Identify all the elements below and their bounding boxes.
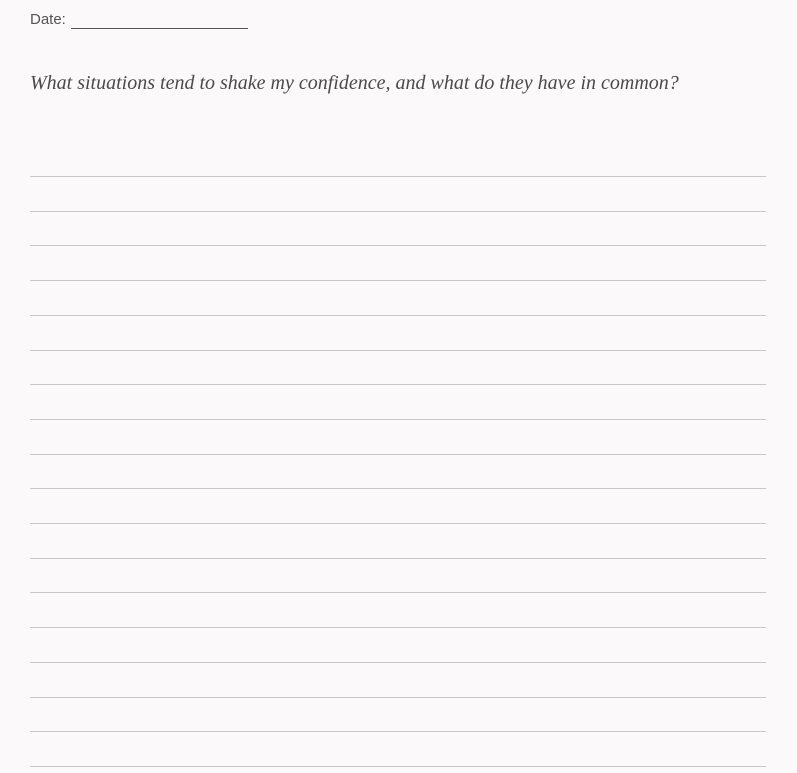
writing-line[interactable] [30, 454, 766, 455]
writing-line[interactable] [30, 523, 766, 524]
writing-line[interactable] [30, 245, 766, 246]
date-blank-line[interactable] [71, 13, 248, 29]
writing-line[interactable] [30, 350, 766, 351]
writing-line[interactable] [30, 280, 766, 281]
writing-line[interactable] [30, 315, 766, 316]
writing-line[interactable] [30, 592, 766, 593]
writing-line[interactable] [30, 558, 766, 559]
date-label: Date: [30, 11, 66, 28]
writing-line[interactable] [30, 176, 766, 177]
date-row [30, 9, 248, 29]
writing-line[interactable] [30, 731, 766, 732]
journal-prompt: What situations tend to shake my confidence, and what do they have in common? [30, 72, 679, 94]
writing-line[interactable] [30, 627, 766, 628]
writing-line[interactable] [30, 766, 766, 767]
writing-line[interactable] [30, 488, 766, 489]
writing-line[interactable] [30, 697, 766, 698]
writing-line[interactable] [30, 419, 766, 420]
writing-line[interactable] [30, 384, 766, 385]
writing-line[interactable] [30, 662, 766, 663]
writing-line[interactable] [30, 211, 766, 212]
